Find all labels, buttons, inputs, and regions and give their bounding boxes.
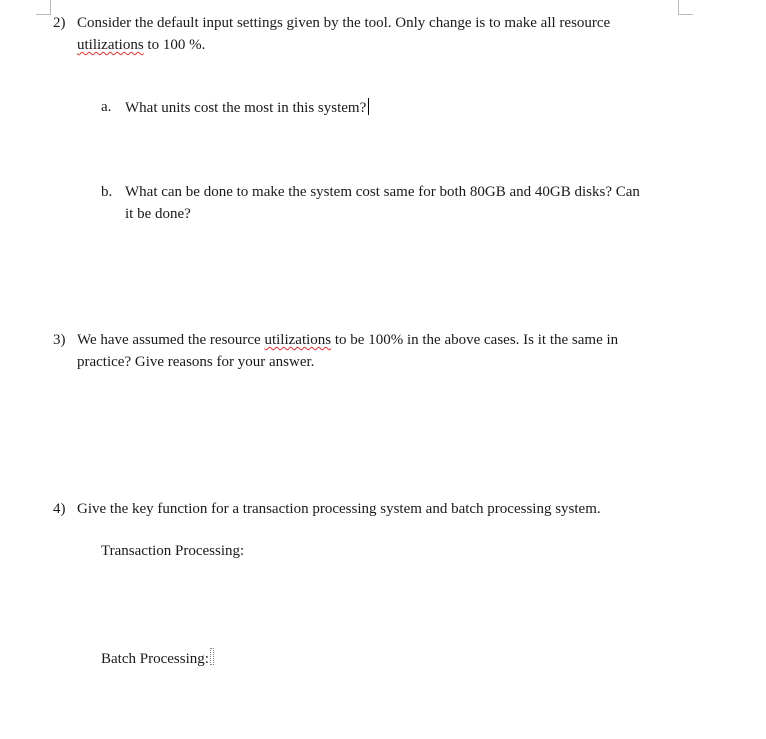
question-2-text-line2-rest: to 100 %.	[143, 37, 206, 53]
question-3-text-end: to be 100% in the above cases. Is it the same in	[331, 332, 619, 348]
question-3-text-line1[interactable]	[77, 331, 618, 349]
transaction-processing-label[interactable]: Transaction Processing:	[101, 543, 245, 559]
content-control-handle[interactable]	[210, 648, 214, 665]
question-4-text[interactable]: Give the key function for a transaction processing system and batch processing system.	[77, 501, 601, 517]
misspelled-word[interactable]: utilizations	[264, 332, 332, 348]
question-2-text-line1[interactable]: Consider the default input settings given by the tool. Only change is to make all resource	[77, 15, 611, 31]
question-2a-text-content: What units cost the most in this system?	[125, 100, 367, 116]
question-3-text-line2[interactable]: practice? Give reasons for your answer.	[77, 354, 315, 370]
batch-processing-label: Batch Processing:	[101, 651, 209, 667]
question-2-number: 2)	[53, 15, 66, 31]
question-2a-text[interactable]	[125, 98, 369, 117]
question-2a-label: a.	[101, 99, 112, 115]
question-2b-label: b.	[101, 184, 113, 200]
question-2b-text-line2[interactable]: it be done?	[125, 206, 191, 222]
text-cursor	[368, 98, 369, 115]
question-3-text-start: We have assumed the resource	[77, 332, 265, 348]
question-2b-text-line1[interactable]: What can be done to make the system cost same for both 80GB and 40GB disks? Can	[125, 184, 640, 200]
page-corner-mark-left	[36, 0, 51, 15]
page-corner-mark-right	[678, 0, 693, 15]
misspelled-word[interactable]: utilizations	[77, 37, 144, 53]
question-2-text-line2[interactable]	[77, 36, 205, 54]
question-3-number: 3)	[53, 332, 66, 348]
batch-processing-field[interactable]	[101, 648, 214, 668]
question-4-number: 4)	[53, 501, 66, 517]
